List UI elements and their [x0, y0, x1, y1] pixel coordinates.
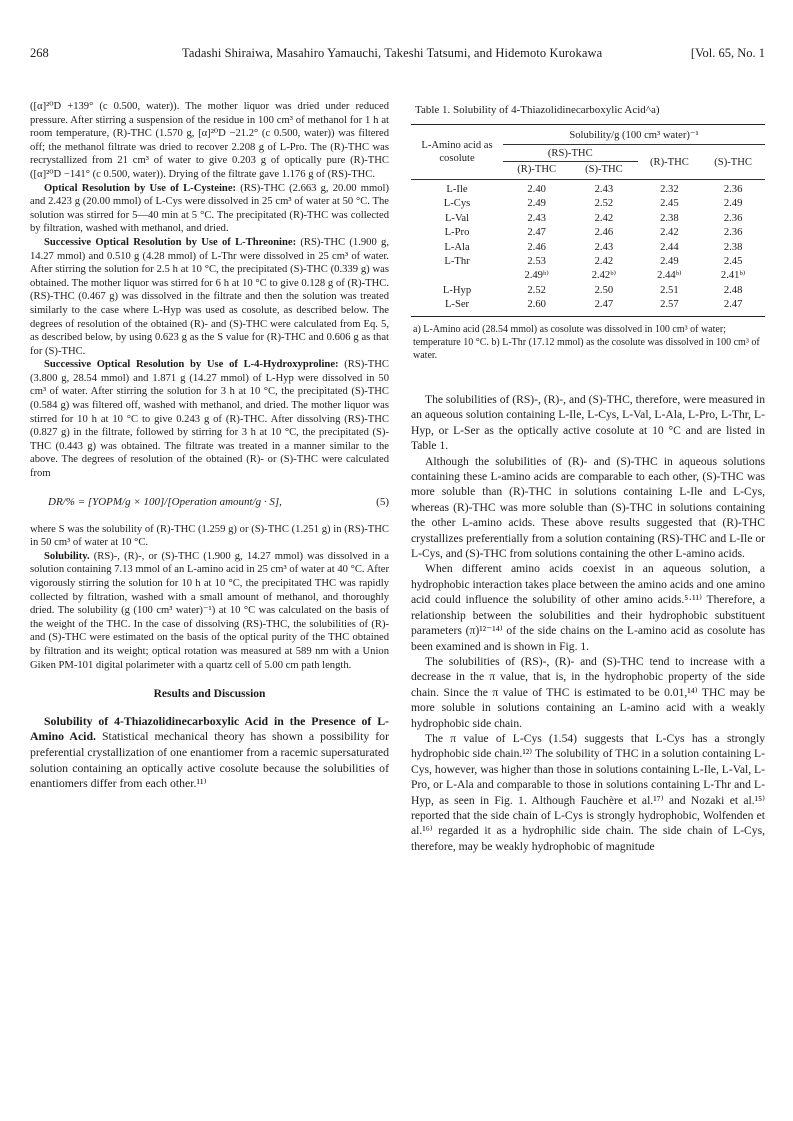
- cell-value: 2.42ᵇ⁾: [591, 270, 617, 282]
- cell-value: 2.47: [527, 227, 546, 239]
- paragraph-text: (RS)-THC (3.800 g, 28.54 mmol) and 1.871 g (14.27 mmol) of L-Hyp were dissolved in 50 cm³ of water. After stirring the solution for 3 h at 10 °C, the precipitated (S)-THC (0.584 g) was filtered off, washed with methanol, and dried. The mother liquor was stirred for 10 h at 10 °C to give 0.243 g of (R)-THC. After dissolving (RS)-THC (0.827 g) in the filtrate, followed by stirring for 3 h at 10 °C, the precipitated (S)-THC (0.443 g) was obtained. The filtrate was treated in a manner similar to the above. The degrees of resolution of the obtained (R)- or (S)-THC were calculated from: [30, 359, 389, 480]
- cell-amino-acid: L-Ser: [444, 299, 470, 311]
- cell-value: 2.38: [723, 241, 743, 253]
- cell-value: 2.45: [723, 256, 743, 268]
- right-column-text: [411, 392, 765, 854]
- header-s-thc: (S)-THC: [714, 156, 752, 168]
- cell-value: 2.52: [594, 198, 614, 210]
- table-footnote: a) L-Amino acid (28.54 mmol) as cosolute was dissolved in 100 cm³ of water; temperature 10 °C. b) L-Thr (17.12 mmol) as the cosolute was dissolved in 100 cm³ of water.: [413, 323, 760, 361]
- cell-amino-acid: L-Val: [444, 212, 470, 224]
- equation-number: (5): [376, 495, 389, 508]
- cell-value: 2.41ᵇ⁾: [720, 270, 746, 282]
- run-in-heading: Successive Optical Resolution by Use of L-Threonine:: [44, 236, 297, 248]
- cell-value: 2.53: [527, 256, 546, 268]
- cell-value: 2.49: [660, 256, 679, 268]
- run-in-heading: Successive Optical Resolution by Use of L-4-Hydroxyproline:: [44, 359, 339, 371]
- cell-value: 2.47: [594, 299, 614, 311]
- paragraph: The solubilities of (RS)-, (R)- and (S)-THC tend to increase with a decrease in the π value, that is, in the hydrophobic property of the side chain. Since the π value of THC is estimated to be 0.01,¹⁴⁾ THC may be more soluble in solutions containing an L-amino acid with a weakly hydrophobic side chain.: [411, 654, 765, 730]
- cell-amino-acid: L-Thr: [444, 256, 470, 268]
- equation-body: DR/% = [YOPM/g × 100]/[Operation amount/g · S],: [48, 495, 282, 508]
- cell-value: 2.42: [660, 227, 679, 239]
- header-rs-s: (S)-THC: [585, 164, 623, 175]
- cell-value: 2.49ᵇ⁾: [524, 270, 549, 282]
- cell-value: 2.48: [723, 284, 743, 296]
- cell-value: 2.43: [594, 184, 614, 195]
- cell-value: 2.52: [527, 284, 546, 296]
- paragraph: ([α]²⁰D +139° (c 0.500, water)). The mother liquor was dried under reduced pressure. After stirring a suspension of the residue in 100 cm³ of methanol for 1 h at room temperature, (R)-THC (1.570 g, [α]²⁰D −21.2° (c 0.500, water)) was filtered off; the methanol filtrate was dried to recover 2.208 g of L-Pro. The (R)-THC was recrystallized from 21 cm³ of water to give 0.203 g of optically pure (R)-THC ([α]²⁰D −141° (c 0.500, water)). Drying of the filtrate gave 1.176 g of (RS)-THC.: [30, 101, 389, 180]
- run-in-heading: Solubility.: [44, 550, 90, 562]
- paragraph-text: (RS)-, (R)-, or (S)-THC (1.900 g, 14.27 mmol) was dissolved in a solution containing 7.13 mmol of an L-amino acid in 25 cm³ of water at 40 °C. After vigorously stirring the solution for 10 h at 10 °C, the precipitated THC was rapidly collected by filtration, washed with a small amount of methanol, and thoroughly dried. The solubility (g (100 cm³ water)⁻¹) at 10 °C was calculated on the basis of the weight of the THC. In the case of dissolving (RS)-THC, the solubilities of (R)- and (S)-THC were estimated on the basis of the optical purity of the THC obtained by filtration and its weight; optical rotation was measured at 589 nm with a Union Giken PM-101 digital polarimeter with a quartz cell of 5.00 cm path length.: [30, 550, 389, 671]
- header-solubility: Solubility/g (100 cm³ water)⁻¹: [503, 125, 765, 145]
- cell-value: 2.50: [594, 284, 614, 296]
- paragraph: The π value of L-Cys (1.54) suggests that L-Cys has a strongly hydrophobic side chain.¹²⁾ The solubility of THC in a solution containing L-Cys, however, was higher than those in solutions containing L-Ile, L-Val, L-Pro, or L-Ala and comparable to those in solutions containing L-Thr and L-Hyp, as seen in Fig. 1. Although Fauchère et al.¹⁷⁾ and Nozaki et al.¹⁵⁾ reported that the side chain of L-Cys is strongly hydrophobic, Wolfenden et al.¹⁶⁾ regarded it as a hydrophilic side chain. The side chain of L-Cys, therefore, may be weakly hydrophobic of magnitude: [411, 731, 765, 853]
- table-caption: Table 1. Solubility of 4-Thiazolidinecarboxylic Acid^a): [415, 104, 660, 116]
- paragraph-text: Statistical mechanical theory has shown a possibility for preferential crystallization of one enantiomer from a racemic supersaturated solution containing an optically active cosolute because the solubilities of enantiomers differ from each other.¹¹⁾: [30, 729, 389, 791]
- cell-amino-acid: L-Ile: [446, 184, 468, 195]
- paragraph: [30, 236, 389, 358]
- cell-amino-acid: [411, 269, 503, 283]
- paragraph: [30, 182, 389, 236]
- equation: [30, 496, 389, 510]
- paragraph: [30, 550, 389, 672]
- cell-amino-acid: L-Cys: [443, 198, 471, 210]
- paragraph: When different amino acids coexist in an aqueous solution, a hydrophobic interaction takes place between the amino acids and one amino acid could influence the solubility of other amino acids.⁵·¹¹⁾ Therefore, a relationship between the solubilities and their hydrophobic substituent parameters (π)¹²⁻¹⁴⁾ of the side chains on the L-amino acid as cosolute has been examined and is shown in Fig. 1.: [411, 562, 765, 653]
- table-row: [411, 298, 765, 316]
- section-title: Results and Discussion: [153, 688, 266, 701]
- table-row: [411, 255, 765, 269]
- cell-value: 2.45: [660, 198, 679, 210]
- cell-value: 2.46: [594, 227, 614, 239]
- cell-value: 2.38: [660, 212, 679, 224]
- left-column: [30, 100, 389, 792]
- header-r-thc: (R)-THC: [649, 156, 689, 168]
- table-row: [411, 197, 765, 211]
- header-amino-acid: [411, 125, 503, 180]
- cell-value: 2.32: [660, 184, 679, 195]
- cell-value: 2.47: [723, 299, 743, 311]
- journal-volume: [Vol. 65, No. 1: [690, 46, 765, 60]
- cell-value: 2.44ᵇ⁾: [657, 270, 682, 282]
- cell-value: 2.57: [660, 299, 679, 311]
- paragraph-text: (RS)-THC (2.663 g, 20.00 mmol) and 2.423 g (20.00 mmol) of L-Cys were dissolved in 25 cm³ of water at 50 °C. The solution was stirred for 5—40 min at 5 °C. The precipitated (R)-THC was collected by filtration, washed with methanol, and dried.: [30, 182, 389, 235]
- cell-value: 2.51: [660, 284, 679, 296]
- paragraph: [30, 358, 389, 480]
- cell-value: 2.43: [527, 212, 546, 224]
- cell-amino-acid: L-Hyp: [442, 284, 472, 296]
- cell-value: 2.49: [723, 198, 743, 210]
- page-number: 268: [30, 46, 49, 60]
- cell-value: 2.43: [594, 241, 614, 253]
- cell-value: 2.49: [527, 198, 546, 210]
- cell-value: 2.42: [594, 212, 614, 224]
- paragraph-text: (RS)-THC (1.900 g, 14.27 mmol) and 0.510 g (4.28 mmol) of L-Thr were dissolved in 25 cm³ of water. After stirring the solution for 2.5 h at 10 °C, the precipitated (S)-THC (0.339 g) was obtained. The mother liquor was stirred for 6 h at 10 °C to give 0.128 g of (R)-THC. (RS)-THC (0.467 g) was dissolved in the filtrate and then the solution was treated similarly to the case where L-Hyp was used as cosolute, as described below. The degrees of resolution of the obtained (R)- and (S)-THC were calculated from Eq. 5, as described below, by using 0.623 g as the S value for (R)-THC and 0.606 g as that for (S)-THC.: [30, 236, 389, 357]
- table-row: [411, 180, 765, 198]
- running-head-authors: Tadashi Shiraiwa, Masahiro Yamauchi, Takeshi Tatsumi, and Hidemoto Kurokawa: [182, 46, 603, 60]
- table-row: [411, 269, 765, 283]
- cell-value: 2.42: [594, 256, 614, 268]
- paragraph: [30, 714, 389, 792]
- header-rs-thc: (RS)-THC: [503, 145, 638, 162]
- table-1: [411, 104, 765, 362]
- cell-value: 2.36: [723, 184, 743, 195]
- paragraph: The solubilities of (RS)-, (R)-, and (S)-THC, therefore, were measured in an aqueous solution containing L-Ile, L-Cys, L-Val, L-Ala, L-Pro, L-Thr, L-Hyp, or L-Ser as the optically active cosolute at 10 °C and are listed in Table 1.: [411, 393, 765, 453]
- run-in-heading: Optical Resolution by Use of L-Cysteine:: [44, 182, 237, 194]
- paragraph: Although the solubilities of (R)- and (S)-THC in aqueous solutions containing these L-amino acids are comparable to each other, (S)-THC was more soluble than (R)-THC in solutions containing L-Ile and L-Cys, whereas (R)-THC was more soluble than (S)-THC in solutions containing the other L-amino acids. These above results suggested that (R)-THC crystallizes preferentially from a solution containing (RS)-THC and L-Ile or L-Cys, and (S)-THC from solutions containing the other L-amino acids.: [411, 454, 765, 561]
- cell-amino-acid: L-Pro: [444, 227, 470, 239]
- header-text: L-Amino acid as: [421, 140, 493, 151]
- header-text: cosolute: [439, 153, 475, 164]
- table-row: [411, 226, 765, 240]
- run-in-heading: Solubility of 4-Thiazolidinecarboxylic Acid in the Presence of L-Amino Acid.: [30, 713, 389, 744]
- cell-value: 2.40: [527, 184, 546, 195]
- cell-value: 2.44: [660, 241, 679, 253]
- cell-value: 2.36: [723, 212, 743, 224]
- cell-value: 2.36: [723, 227, 743, 239]
- cell-value: 2.46: [527, 241, 546, 253]
- solubility-table: [411, 124, 765, 317]
- cell-amino-acid: L-Ala: [444, 241, 470, 253]
- paragraph: where S was the solubility of (R)-THC (1.259 g) or (S)-THC (1.251 g) in (RS)-THC in 50 cm³ of water at 10 °C.: [30, 523, 389, 549]
- header-rs-r: (R)-THC: [517, 164, 557, 175]
- table-row: [411, 284, 765, 298]
- page-header: [30, 46, 765, 64]
- cell-value: 2.60: [527, 299, 546, 311]
- table-row: [411, 212, 765, 226]
- table-row: [411, 241, 765, 255]
